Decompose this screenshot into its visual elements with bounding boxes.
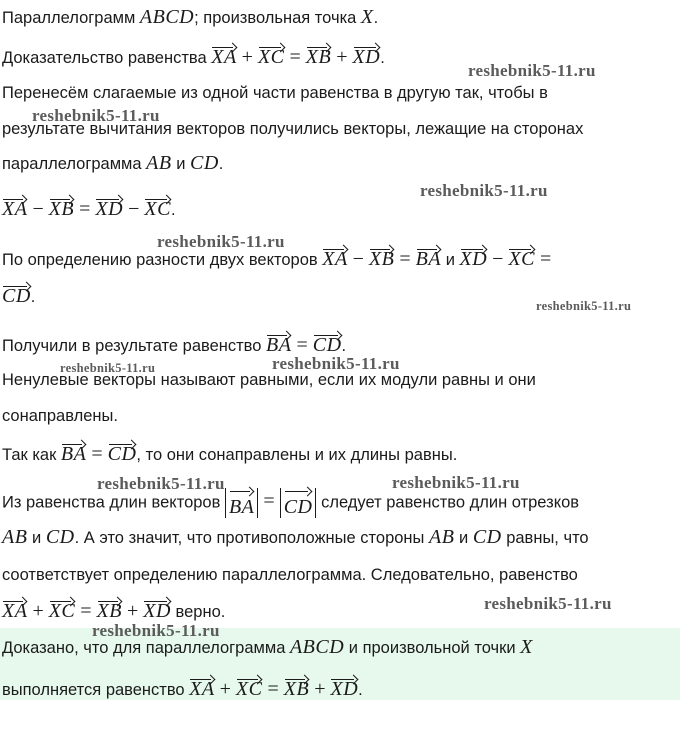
line-12 xyxy=(2,441,457,466)
vector-BA: BA xyxy=(229,488,254,524)
watermark: reshebnik5-11.ru xyxy=(92,621,220,640)
text: . xyxy=(30,288,36,306)
vector-XD: XD xyxy=(459,248,488,270)
vector-CD: CD xyxy=(2,285,31,307)
vector-XD: XD xyxy=(330,678,359,700)
operator: = xyxy=(399,248,411,270)
text: равны, что xyxy=(501,529,589,547)
math-point: X xyxy=(520,636,533,658)
text: Получили в результате равенство xyxy=(2,337,267,355)
line-3 xyxy=(2,82,548,104)
text: и xyxy=(171,155,190,173)
text: Из равенства длин векторов xyxy=(2,493,225,512)
text: сонаправлены. xyxy=(2,407,118,425)
line-6 xyxy=(2,196,176,221)
text: следует равенство длин отрезков xyxy=(316,493,580,512)
text: . А это значит, что противоположные стороны xyxy=(74,529,429,547)
operator: − xyxy=(32,198,44,220)
operator: = xyxy=(289,46,301,68)
watermark: reshebnik5-11.ru xyxy=(392,473,520,492)
text: Параллелограмм xyxy=(2,9,140,27)
line-1 xyxy=(2,6,378,29)
math-side-CD: CD xyxy=(45,526,75,548)
vector-BA: BA xyxy=(266,334,292,356)
vector-XC: XC xyxy=(144,198,171,220)
vector-BA: BA xyxy=(60,443,87,465)
math-side-CD: CD xyxy=(190,152,219,174)
operator: + xyxy=(219,678,231,700)
operator: − xyxy=(128,198,140,220)
watermark: reshebnik5-11.ru xyxy=(484,594,612,613)
watermark: reshebnik5-11.ru xyxy=(536,299,632,313)
text: результате вычитания векторов получились векторы, лежащие на сторонах xyxy=(2,120,584,138)
operator: + xyxy=(32,600,44,622)
vector-XA: XA xyxy=(211,46,237,68)
vector-XC: XC xyxy=(235,678,263,700)
operator: = xyxy=(263,490,275,513)
text: Перенесём слагаемые из одной части равенства в другую так, чтобы в xyxy=(2,84,548,102)
text: и xyxy=(454,529,473,547)
vector-XC: XC xyxy=(48,600,76,622)
text: По определению разности двух векторов xyxy=(2,251,323,269)
math-point: X xyxy=(360,6,374,28)
watermark: reshebnik5-11.ru xyxy=(32,106,160,125)
vector-BA: BA xyxy=(415,248,442,270)
text: выполняется равенство xyxy=(2,681,190,699)
text: верно. xyxy=(170,603,226,621)
math-side-AB: AB xyxy=(146,152,172,174)
operator: = xyxy=(91,443,103,465)
modulus-BA xyxy=(225,488,258,518)
operator: − xyxy=(352,248,364,270)
watermark: reshebnik5-11.ru xyxy=(272,354,400,373)
watermark: reshebnik5-11.ru xyxy=(468,61,596,80)
text: и произвольной точки xyxy=(344,639,521,657)
operator: = xyxy=(540,248,552,270)
vector-XA: XA xyxy=(322,248,348,270)
line-5 xyxy=(2,152,223,175)
vector-XC: XC xyxy=(508,248,536,270)
vector-XA: XA xyxy=(2,600,28,622)
operator: = xyxy=(296,334,308,356)
text: . xyxy=(218,155,224,173)
text: ; произвольная точка xyxy=(194,9,361,27)
text: , то они сонаправлены и их длины равны. xyxy=(136,446,458,464)
text: . xyxy=(170,201,176,219)
text: соответствует определению параллелограмма. Следовательно, равенство xyxy=(2,566,578,584)
vector-XA: XA xyxy=(189,678,215,700)
operator: = xyxy=(267,678,279,700)
line-15 xyxy=(2,564,578,586)
math-side-CD: CD xyxy=(472,526,502,548)
operator: + xyxy=(127,600,139,622)
vector-XB: XB xyxy=(48,198,75,220)
vector-XD: XD xyxy=(143,600,171,622)
text: Ненулевые векторы называют равными, если их модули равны и они xyxy=(2,371,536,389)
line-17 xyxy=(2,636,533,659)
text: Доказательство равенства xyxy=(2,49,212,67)
modulus-CD xyxy=(280,488,317,518)
vector-XB: XB xyxy=(305,46,332,68)
line-18 xyxy=(2,676,363,701)
vector-XD: XD xyxy=(95,198,124,220)
text: и xyxy=(27,529,46,547)
operator: = xyxy=(80,600,92,622)
line-11 xyxy=(2,405,118,427)
text: и xyxy=(441,251,460,269)
vector-XB: XB xyxy=(96,600,122,622)
vector-CD: CD xyxy=(107,443,137,465)
line-2 xyxy=(2,44,385,69)
text: Доказано, что для параллелограмма xyxy=(2,639,290,657)
vector-XB: XB xyxy=(283,678,310,700)
operator: + xyxy=(336,46,348,68)
vector-CD: CD xyxy=(312,334,342,356)
vector-XC: XC xyxy=(257,46,285,68)
operator: − xyxy=(492,248,504,270)
text: параллелограмма xyxy=(2,155,147,173)
line-8 xyxy=(2,283,35,308)
vector-XA: XA xyxy=(2,198,28,220)
math-parallelogram: ABCD xyxy=(139,6,195,28)
operator: = xyxy=(79,198,91,220)
math-side-AB: AB xyxy=(2,526,28,548)
vector-XD: XD xyxy=(352,46,381,68)
operator: + xyxy=(241,46,253,68)
watermark: reshebnik5-11.ru xyxy=(420,181,548,200)
line-16 xyxy=(2,598,225,623)
line-14 xyxy=(2,526,589,549)
watermark: reshebnik5-11.ru xyxy=(60,361,156,375)
math-side-AB: AB xyxy=(429,526,455,548)
vector-CD: CD xyxy=(284,488,313,524)
text: Так как xyxy=(2,446,61,464)
text: . xyxy=(358,681,363,699)
operator: + xyxy=(314,678,326,700)
text: . xyxy=(380,49,385,67)
vector-XB: XB xyxy=(368,248,395,270)
text: . xyxy=(373,9,379,27)
watermark: reshebnik5-11.ru xyxy=(97,474,225,493)
text: . xyxy=(341,337,347,355)
watermark: reshebnik5-11.ru xyxy=(157,232,285,251)
math-parallelogram: ABCD xyxy=(289,636,345,658)
